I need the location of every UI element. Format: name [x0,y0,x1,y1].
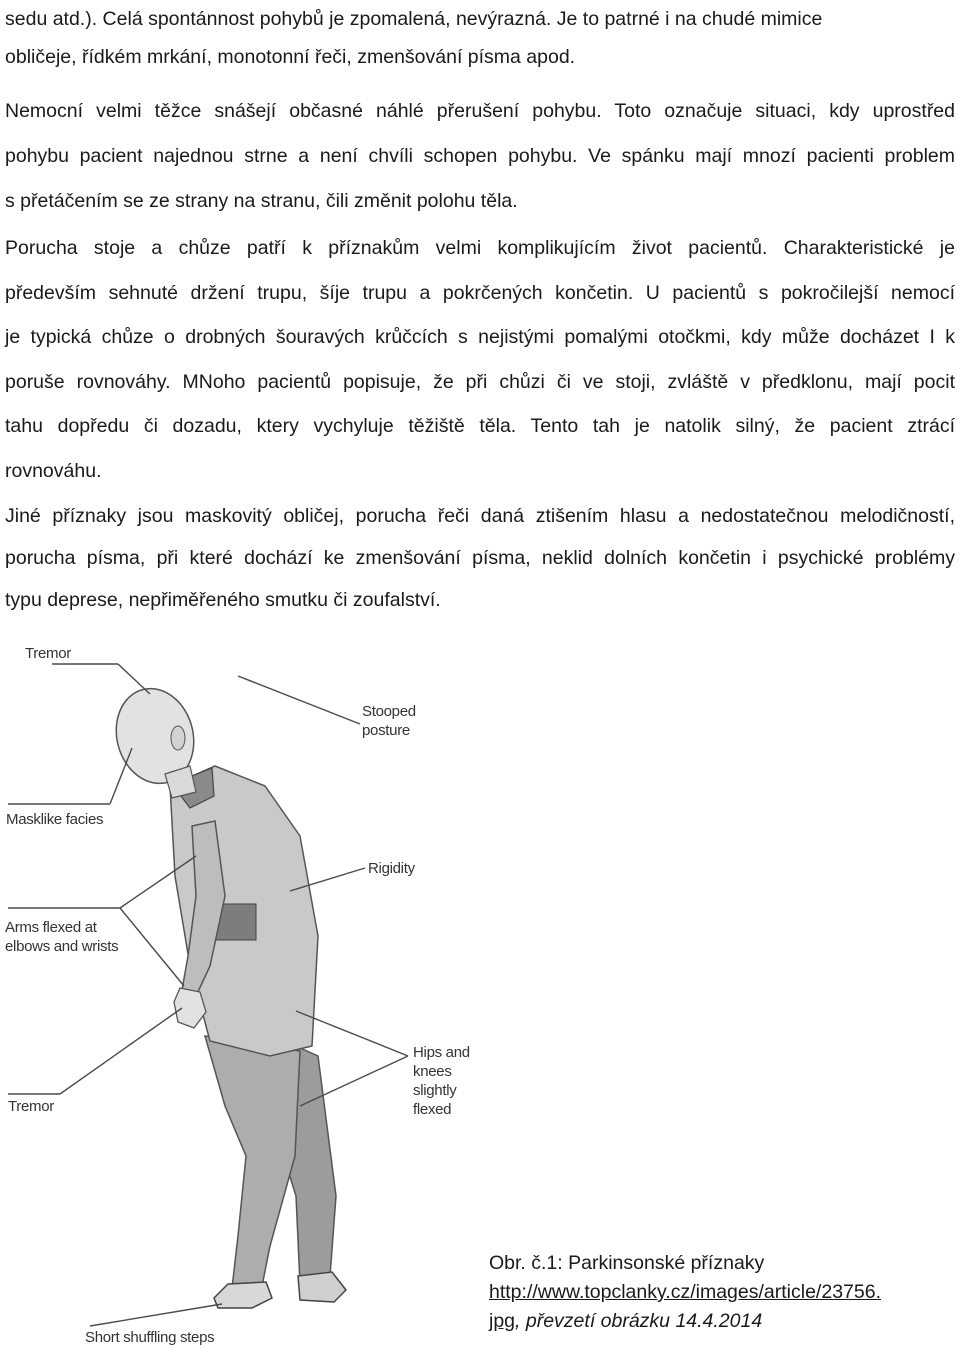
text-line: Jiné příznaky jsou maskovitý obličej, porucha řeči daná ztišením hlasu a nedostatečnou melodičností, [5,505,955,527]
label-text: Masklike facies [6,811,104,828]
back-shoe [298,1272,346,1302]
label-masklike-facies [6,810,103,829]
label-text: Arms flexed at [5,919,97,936]
label-text: knees slightly [413,1063,457,1099]
label-text: Short shuffling steps [85,1329,215,1346]
label-text: posture [362,722,410,739]
hand [174,988,206,1028]
label-text: elbows and wrists [5,938,119,955]
front-leg [205,1036,300,1288]
text-line: Nemocní velmi těžce snášejí občasné náhlé přerušení pohybu. Toto označuje situaci, kdy uprostřed [5,100,955,122]
line-steps [90,1304,222,1326]
text-line: typu deprese, nepřiměřeného smutku či zoufalství. [5,589,441,611]
line-tremor-hand-diag [60,1008,182,1094]
label-hips-knees [413,1043,480,1119]
text-line: tahu dopředu či dozadu, ktery vychyluje těžiště těla. Tento tah je natolik silný, že pacient ztrácí [5,415,955,437]
paragraph-freezing [5,89,955,224]
label-rigidity [368,859,415,878]
parkinson-symptoms-figure [0,636,480,1351]
text-line: pohybu pacient najednou strne a není chvíli schopen pohybu. Ve spánku mají mnozí pacienti problem [5,145,955,167]
source-link[interactable]: http://www.topclanky.cz/images/article/23756. [489,1281,881,1303]
paragraph-movement-slowness [5,0,955,76]
text-line: Porucha stoje a chůze patří k příznakům velmi komplikujícím život pacientů. Charakteristické je [5,237,955,259]
text-line: poruše rovnováhy. MNoho pacientů popisuje, že při chůzi či ve stoji, zvláště v předklonu, mají pocit [5,370,955,393]
text-line: především sehnuté držení trupu, šíje trupu a pokrčených končetin. U pacientů s pokročilejší nemocí [5,281,955,304]
text-line: sedu atd.). Celá spontánnost pohybů je zpomalená, nevýrazná. Je to patrné i na chudé mimice [5,8,823,30]
label-text: Rigidity [368,860,415,877]
figure-caption [489,1249,960,1336]
line-tremor-head-diag [118,664,150,694]
label-stooped-posture [362,702,416,740]
caption-source-line [489,1307,960,1336]
line-masklike-diag [110,748,132,804]
source-link-continued[interactable]: jpg [489,1310,516,1332]
caption-date: , převzetí obrázku 14.4.2014 [515,1310,763,1332]
line-arms-wrist [120,908,184,986]
text-line: je typická chůze o drobných šouravých krůčcích s nejistými pomalými otočkmi, kdy může docházet I k [5,326,955,348]
label-text: Stooped [362,703,416,720]
label-tremor-head [25,644,71,663]
front-shoe [214,1282,272,1308]
text-line: s přetáčením se ze strany na stranu, čili změnit polohu těla. [5,190,518,212]
text-line: rovnováhu. [5,459,102,482]
line-stooped [238,676,360,724]
label-tremor-hand [8,1097,54,1116]
ear [171,726,185,750]
caption-title: Obr. č.1: Parkinsonské příznaky [489,1252,765,1274]
text-line: porucha písma, při které dochází ke zmenšování písma, neklid dolních končetin i psychické problémy [5,547,955,569]
label-text: Hips and [413,1044,470,1061]
label-text: Tremor [25,645,71,662]
label-short-shuffling-steps [85,1328,214,1347]
text-line: obličeje, řídkém mrkání, monotonní řeči, zmenšování písma apod. [5,46,576,68]
parkinson-patient-illustration [0,636,480,1351]
label-arms-flexed [5,918,118,956]
label-text: flexed [413,1101,452,1118]
paragraph-gait-disorder [5,226,955,493]
label-text: Tremor [8,1098,54,1115]
paragraph-other-symptoms [5,495,955,621]
caption-link-line [489,1278,960,1307]
